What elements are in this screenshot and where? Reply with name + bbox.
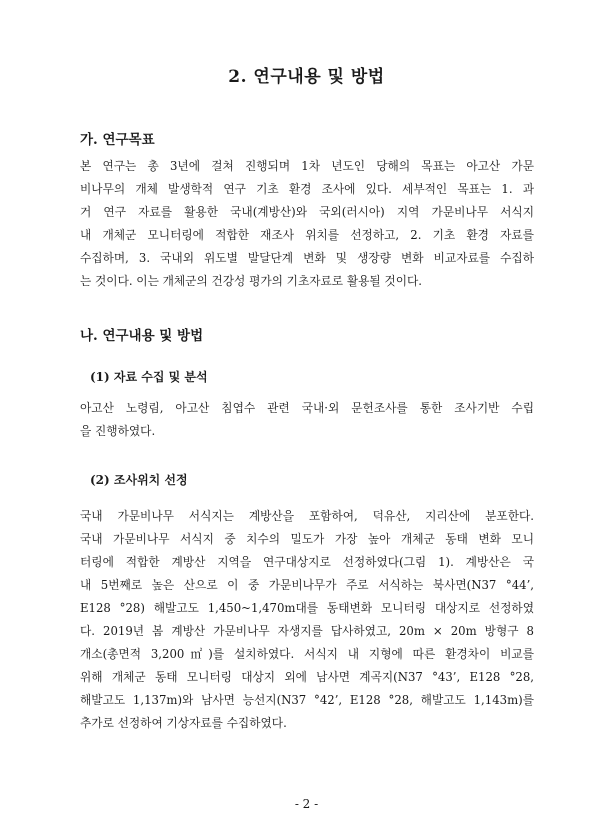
paragraph-line: 다. 2019년 봄 계방산 가문비나무 자생지를 답사하였고, 20m × 20m 방형구 8 <box>80 624 534 638</box>
data-collection-paragraph <box>80 397 534 443</box>
paragraph-line: 위해 개체군 동태 모니터링 대상지 외에 남사면 계곡지(N37 °43’, E128 °28, <box>80 670 534 684</box>
paragraph-line: 는 것이다. 이는 개체군의 건강성 평가의 기초자료로 활용될 것이다. <box>80 274 422 288</box>
paragraph-line: 터링에 적합한 계방산 지역을 연구대상지로 선정하였다(그림 1). 계방산은 국 <box>80 555 534 569</box>
paragraph-line: 내 5번째로 높은 산으로 이 중 가문비나무가 주로 서식하는 북사면(N37 °44’, <box>80 578 534 592</box>
paragraph-line: 거 연구 자료를 활용한 국내(계방산)와 국외(러시아) 지역 가문비나무 서식지 <box>80 205 534 219</box>
paragraph-line: E128 °28) 해발고도 1,450~1,470m대를 동태변화 모니터링 대상지로 선정하였 <box>80 601 534 615</box>
paragraph-line: 추가로 선정하여 기상자료를 수집하였다. <box>80 716 287 730</box>
site-selection-paragraph <box>80 505 534 735</box>
paragraph-line: 을 진행하였다. <box>80 424 156 438</box>
paragraph-line: 아고산 노령림, 아고산 침엽수 관련 국내·외 문헌조사를 통한 조사기반 수립 <box>80 401 534 415</box>
paragraph-line: 내 개체군 모니터링에 적합한 재조사 위치를 선정하고, 2. 기초 환경 자료를 <box>80 228 534 242</box>
section-heading-methods: 나. 연구내용 및 방법 <box>80 328 204 344</box>
subsection-heading-data-collection: (1) 자료 수집 및 분석 <box>90 370 208 384</box>
document-title: 2. 연구내용 및 방법 <box>228 67 385 87</box>
paragraph-line: 개소(총면적 3,200㎡)를 설치하였다. 서식지 내 지형에 따른 환경차이 비교를 <box>80 647 534 661</box>
section-heading-research-goal: 가. 연구목표 <box>80 132 155 148</box>
paragraph-line: 국내 가문비나무 서식지는 계방산을 포함하여, 덕유산, 지리산에 분포한다. <box>80 509 534 523</box>
paragraph-line: 해발고도 1,137m)와 남사면 능선지(N37 °42’, E128 °28, 해발고도 1,143m)를 <box>80 693 534 707</box>
paragraph-line: 본 연구는 총 3년에 걸쳐 진행되며 1차 년도인 당해의 목표는 아고산 가문 <box>80 159 534 173</box>
paragraph-line: 수집하며, 3. 국내외 위도별 발달단계 변화 및 생장량 변화 비교자료를 수집하 <box>80 251 534 265</box>
subsection-heading-site-selection: (2) 조사위치 선정 <box>90 473 188 487</box>
research-goal-paragraph <box>80 155 534 293</box>
page-number: - 2 - <box>294 797 319 811</box>
paragraph-line: 국내 가문비나무 서식지 중 치수의 밀도가 가장 높아 개체군 동태 변화 모니 <box>80 532 534 546</box>
paragraph-line: 비나무의 개체 발생학적 연구 기초 환경 조사에 있다. 세부적인 목표는 1. 과 <box>80 182 534 196</box>
